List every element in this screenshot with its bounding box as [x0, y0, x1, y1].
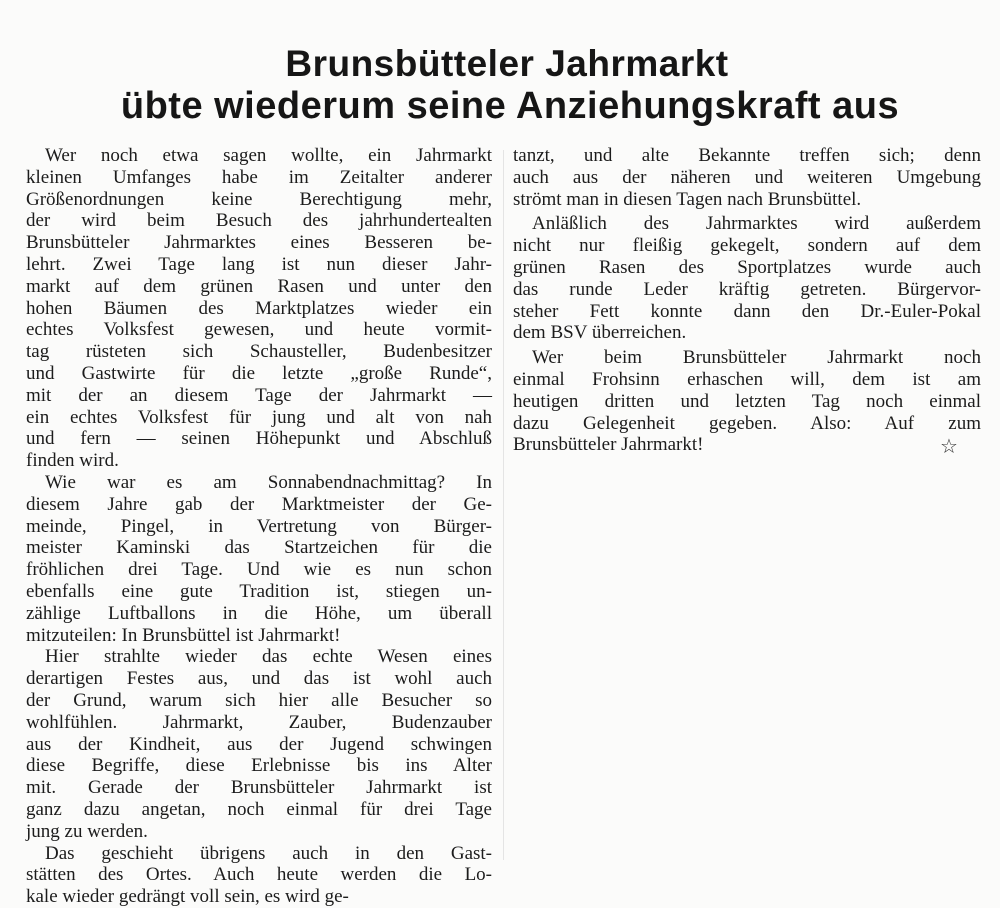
text-line: ein echtes Volksfest für jung und alt von nah — [26, 406, 492, 428]
text-line: wohlfühlen. Jahrmarkt, Zauber, Budenzauber — [26, 711, 492, 733]
text-line: ganz dazu angetan, noch einmal für drei Tage — [26, 798, 492, 820]
text-line: dazu Gelegenheit gegeben. Also: Auf zum — [513, 412, 981, 434]
text-line: tanzt, und alte Bekannte treffen sich; denn — [513, 145, 981, 166]
text-line: Wer noch etwa sagen wollte, ein Jahrmarkt — [45, 145, 492, 166]
text-line: ebenfalls eine gute Tradition ist, stiegen un- — [26, 580, 492, 602]
text-line: der Grund, warum sich hier alle Besucher so — [26, 689, 492, 711]
paragraph — [26, 646, 492, 842]
paragraph — [513, 213, 981, 344]
column-divider — [503, 150, 504, 860]
paragraph — [513, 347, 981, 456]
text-line: Wer beim Brunsbütteler Jahrmarkt noch — [532, 347, 981, 369]
text-line: mit. Gerade der Brunsbütteler Jahrmarkt ist — [26, 777, 492, 799]
text-line: Wie war es am Sonnabendnachmittag? In — [45, 471, 492, 493]
text-line: kleinen Umfanges habe im Zeitalter anderer — [26, 166, 492, 188]
text-line: Größenordnungen keine Berechtigung mehr, — [26, 188, 492, 210]
text-line: meinde, Pingel, in Vertretung von Bürger- — [26, 515, 492, 537]
paragraph — [513, 145, 981, 210]
text-line: aus der Kindheit, aus der Jugend schwingen — [26, 733, 492, 755]
headline-line-2: übte wiederum seine Anziehungskraft aus — [120, 85, 900, 127]
end-mark-star-icon: ☆ — [940, 434, 958, 458]
text-line: hohen Bäumen des Marktplatzes wieder ein — [26, 297, 492, 319]
text-line: mit der an diesem Tage der Jahrmarkt — — [26, 384, 492, 406]
text-line: auch aus der näheren und weiteren Umgebung — [513, 166, 981, 188]
text-line: tag rüsteten sich Schausteller, Budenbesitzer — [26, 341, 492, 363]
text-line: Anläßlich des Jahrmarktes wird außerdem — [532, 213, 981, 235]
text-line: diese Begriffe, diese Erlebnisse bis ins Alter — [26, 755, 492, 777]
text-line: und fern — seinen Höhepunkt und Abschluß — [26, 428, 492, 450]
text-line: Brunsbütteler Jahrmarktes eines Besseren be- — [26, 232, 492, 254]
text-line: grünen Rasen des Sportplatzes wurde auch — [513, 256, 981, 278]
text-line: steher Fett konnte dann den Dr.-Euler-Pokal — [513, 300, 981, 322]
text-line: heutigen dritten und letzten Tag noch einmal — [513, 390, 981, 412]
paragraph — [26, 145, 492, 472]
text-line: das runde Leder kräftig getreten. Bürgervor- — [513, 278, 981, 300]
text-line: echtes Volksfest gewesen, und heute vormit- — [26, 319, 492, 341]
text-line: lehrt. Zwei Tage lang ist nun dieser Jahr- — [26, 253, 492, 275]
text-line: zählige Luftballons in die Höhe, um überall — [26, 602, 492, 624]
text-line: markt auf dem grünen Rasen und unter den — [26, 275, 492, 297]
text-line: einmal Frohsinn erhaschen will, dem ist am — [513, 368, 981, 390]
text-line: dem BSV überreichen. — [513, 322, 687, 344]
text-line: finden wird. — [26, 450, 119, 472]
paragraph — [26, 472, 492, 646]
text-line: der wird beim Besuch des jahrhundertealten — [26, 210, 492, 232]
text-line: Brunsbütteler Jahrmarkt! — [513, 434, 704, 456]
text-line: stätten des Ortes. Auch heute werden die Lo- — [26, 864, 492, 886]
headline-line-1: Brunsbütteler Jahrmarkt — [285, 43, 729, 84]
article-left-column — [26, 145, 492, 908]
text-line: und Gastwirte für die letzte „große Runde“, — [26, 362, 492, 384]
text-line: nicht nur fleißig gekegelt, sondern auf dem — [513, 235, 981, 257]
text-line: mitzuteilen: In Brunsbüttel ist Jahrmarkt! — [26, 624, 341, 646]
text-line: Das geschieht übrigens auch in den Gast- — [45, 842, 492, 864]
paragraph — [26, 843, 492, 908]
article-right-column — [513, 145, 981, 456]
text-line: Hier strahlte wieder das echte Wesen eines — [45, 646, 492, 668]
text-line: diesem Jahre gab der Marktmeister der Ge- — [26, 493, 492, 515]
text-line: fröhlichen drei Tage. Und wie es nun schon — [26, 559, 492, 581]
text-line: derartigen Festes aus, und das ist wohl auch — [26, 668, 492, 690]
text-line: strömt man in diesen Tagen nach Brunsbüttel. — [513, 188, 862, 210]
text-line: kale wieder gedrängt voll sein, es wird ge- — [26, 886, 349, 908]
text-line: meister Kaminski das Startzeichen für die — [26, 537, 492, 559]
text-line: jung zu werden. — [26, 820, 148, 842]
